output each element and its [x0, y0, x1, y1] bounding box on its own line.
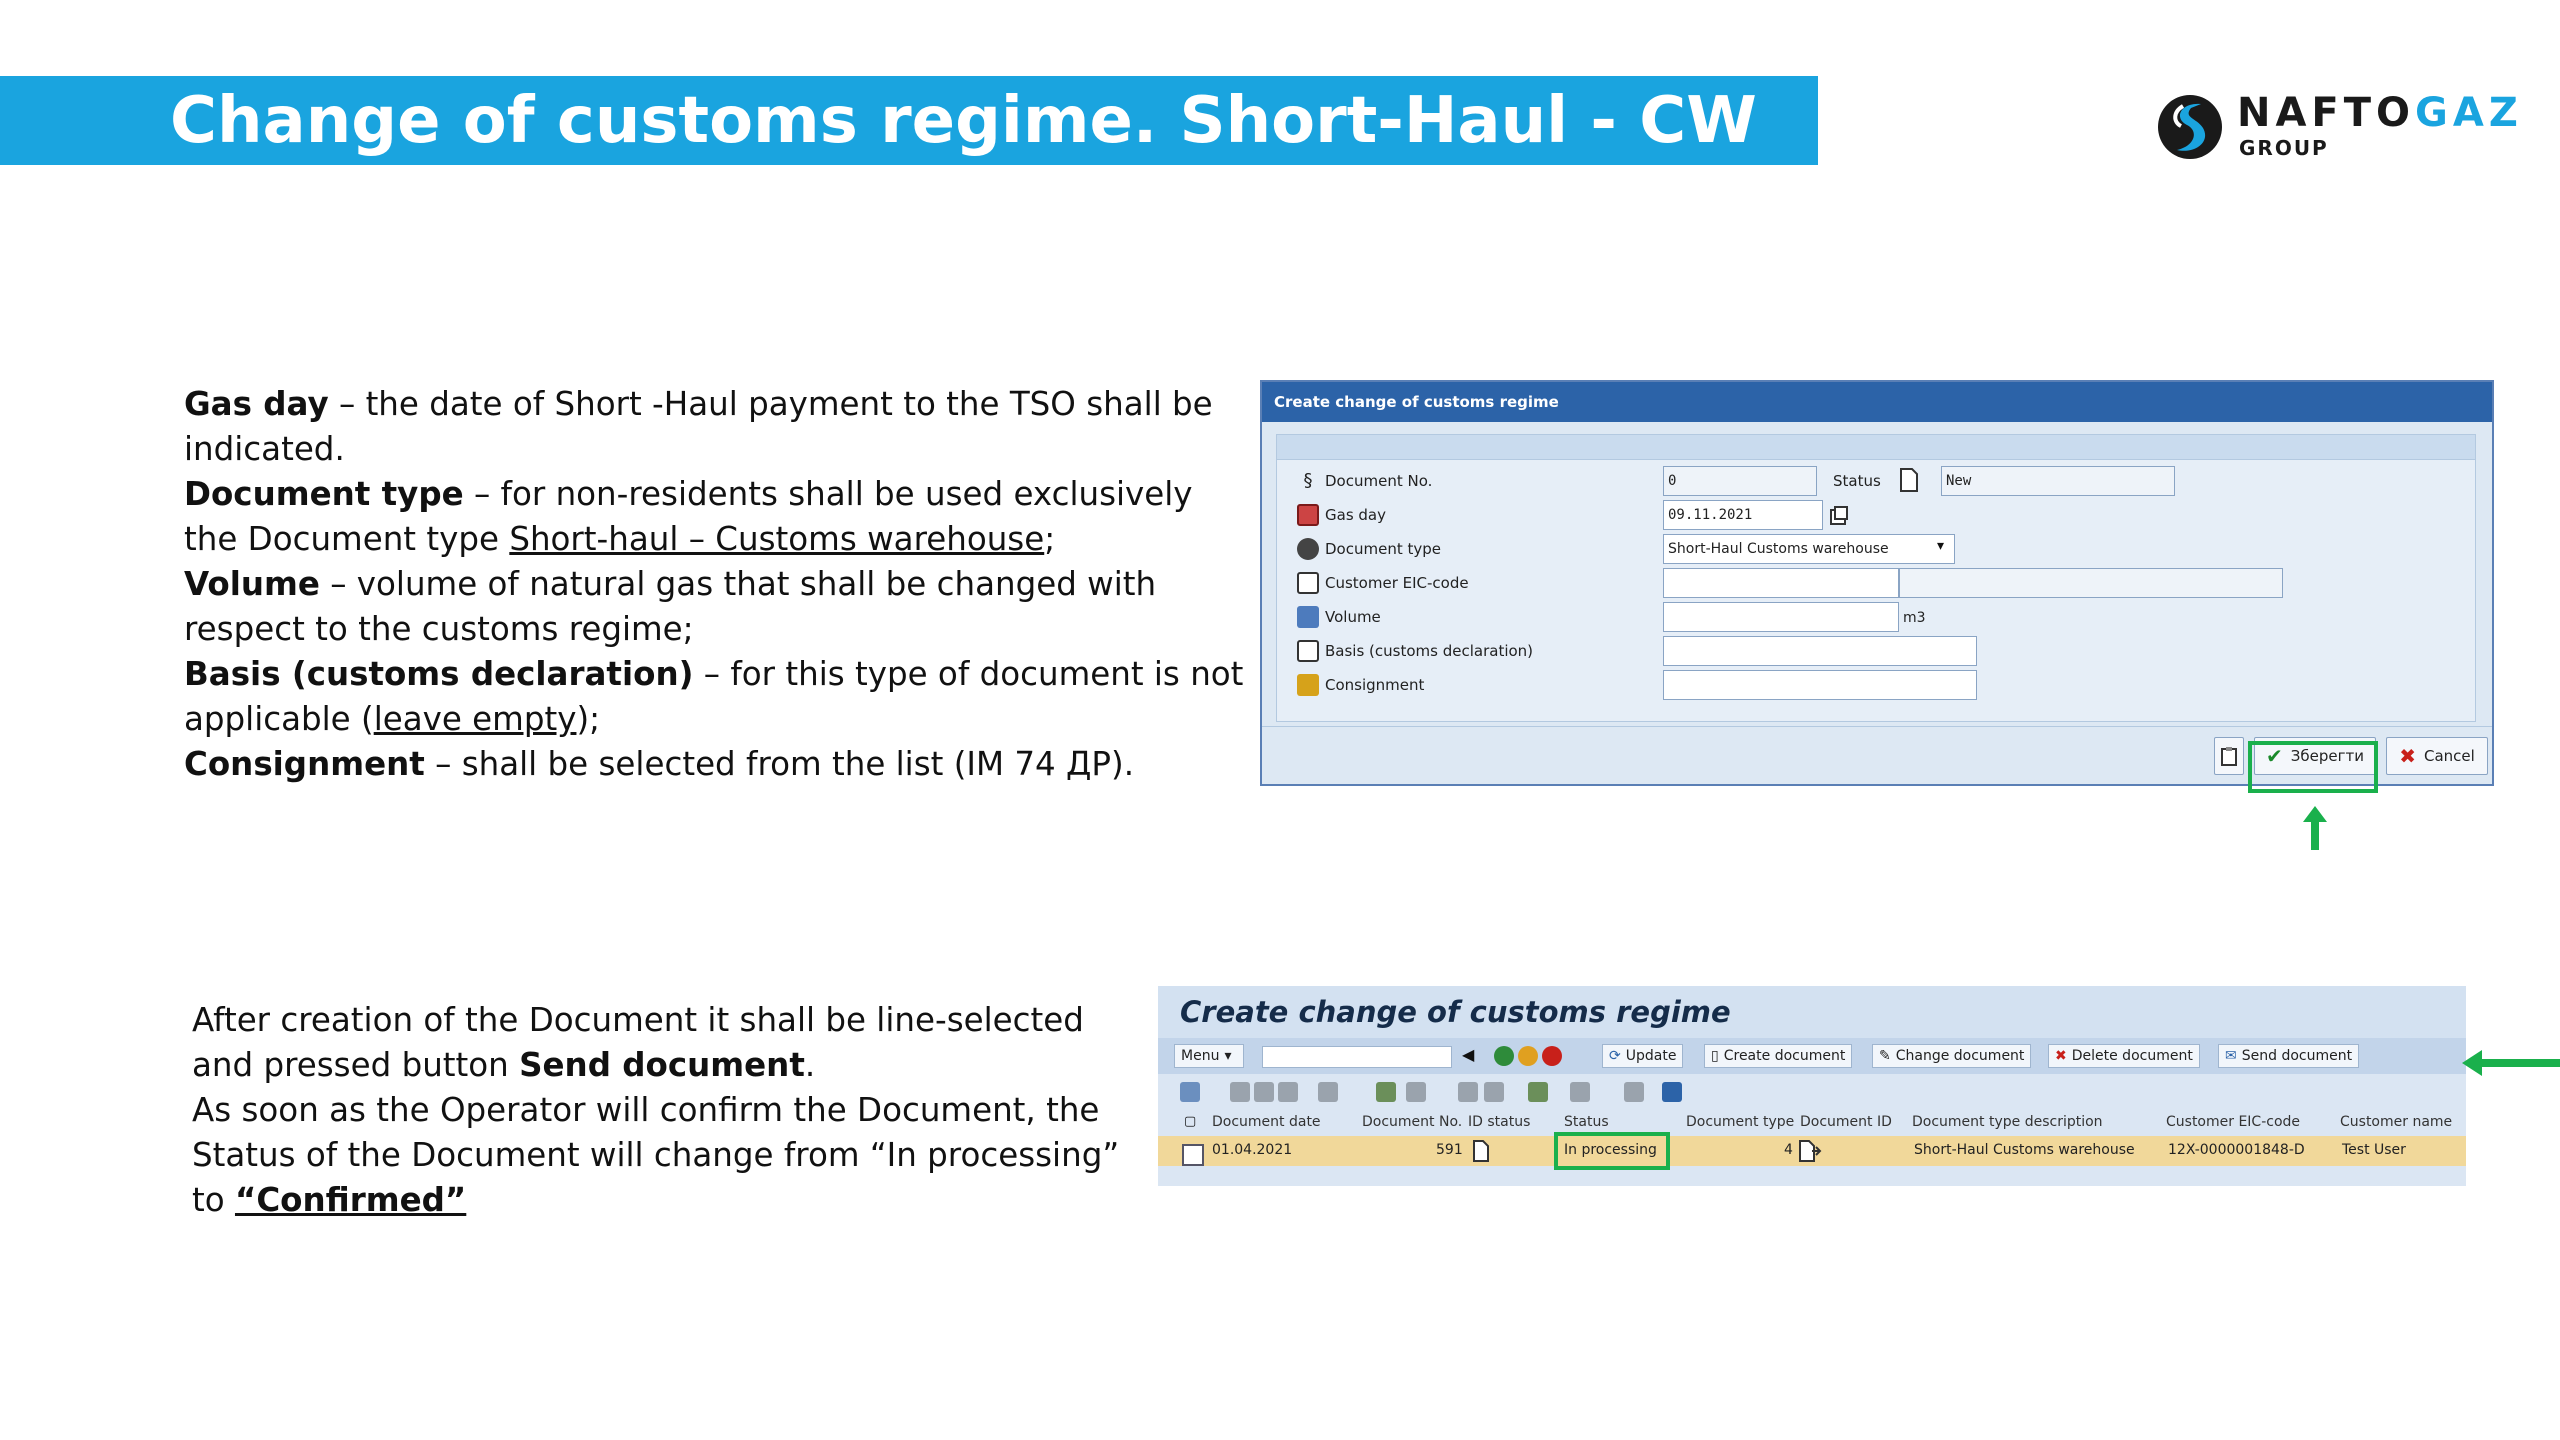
col-document-type-description[interactable]: Document type description: [1912, 1114, 2103, 1130]
calendar-picker-icon[interactable]: [1829, 506, 1849, 526]
dialog-header-strip: [1276, 434, 2476, 460]
create-dialog: [1260, 380, 2494, 786]
col-customer-eic[interactable]: Customer EIC-code: [2166, 1114, 2301, 1130]
chevron-down-icon[interactable]: ▾: [1937, 538, 1945, 554]
subtotal-icon[interactable]: [1406, 1082, 1426, 1102]
cube-icon: [1297, 606, 1319, 628]
delete-document-button[interactable]: ✖ Delete document: [2048, 1044, 2200, 1068]
cell-document-no: 591: [1436, 1142, 1463, 1158]
cell-document-type-description: Short-Haul Customs warehouse: [1914, 1142, 2135, 1158]
label-gas-day: Gas day: [1325, 506, 1386, 524]
cell-customer-eic: 12X-0000001848-D: [2168, 1142, 2305, 1158]
cancel-button[interactable]: ✖ Cancel: [2386, 737, 2488, 775]
status-field[interactable]: New: [1941, 466, 2175, 496]
document-arrow-icon[interactable]: [1798, 1140, 1822, 1162]
logo-wordmark: NAFTOGAZ: [2237, 90, 2523, 136]
consignment-field[interactable]: [1663, 670, 1977, 700]
sap-window-title: Create change of customs regime: [1158, 986, 2466, 1038]
print-icon[interactable]: [1458, 1082, 1478, 1102]
clipboard-icon: [2220, 746, 2238, 766]
sort-desc-icon[interactable]: [1254, 1082, 1274, 1102]
row-basis: [1297, 636, 1533, 666]
document-icon: [1899, 468, 1919, 492]
col-document-type[interactable]: Document type: [1686, 1114, 1795, 1130]
find-icon[interactable]: [1278, 1082, 1298, 1102]
customer-icon: [1297, 572, 1319, 594]
label-customer-eic: Customer EIC-code: [1325, 574, 1469, 592]
label-doc-type: Document type: [1325, 540, 1441, 558]
details-icon[interactable]: [1180, 1082, 1200, 1102]
row-consignment: [1297, 670, 1424, 700]
basis-field[interactable]: [1663, 636, 1977, 666]
sap-toolbar: [1158, 1038, 2466, 1074]
row-doc-no: [1297, 466, 1432, 496]
checkmark-icon: ✔: [2266, 744, 2283, 768]
save-button[interactable]: ✔ Зберегти: [2254, 737, 2376, 775]
row-doc-type: [1297, 534, 1441, 564]
refresh-icon: ⟳: [1609, 1048, 1621, 1064]
menu-button[interactable]: Menu ▾: [1174, 1044, 1244, 1068]
label-basis: Basis (customs declaration): [1325, 642, 1534, 660]
sap-alv-toolbar: [1158, 1078, 2466, 1106]
cell-status: In processing: [1564, 1142, 1657, 1158]
row-gas-day: [1297, 500, 1386, 530]
label-status: Status: [1833, 472, 1881, 490]
label-consignment: Consignment: [1325, 676, 1425, 694]
col-document-date[interactable]: Document date: [1212, 1114, 1321, 1130]
info-icon[interactable]: [1662, 1082, 1682, 1102]
logo-subtitle: GROUP: [2239, 136, 2329, 160]
sum-icon[interactable]: [1376, 1082, 1396, 1102]
label-volume: Volume: [1325, 608, 1381, 626]
arrow-up-icon: [2303, 806, 2327, 850]
change-document-button[interactable]: ✎ Change document: [1872, 1044, 2031, 1068]
save-highlight-box: [2248, 741, 2378, 793]
sort-asc-icon[interactable]: [1230, 1082, 1250, 1102]
declaration-icon: [1297, 640, 1319, 662]
col-id-status[interactable]: ID status: [1468, 1114, 1531, 1130]
select-all-icon[interactable]: ▢: [1184, 1114, 1197, 1129]
columns-icon[interactable]: [1624, 1082, 1644, 1102]
cancel-icon[interactable]: [1542, 1046, 1562, 1066]
col-status[interactable]: Status: [1564, 1114, 1609, 1130]
sap-list-window: [1158, 986, 2466, 1186]
doc-no-field[interactable]: 0: [1663, 466, 1817, 496]
col-customer-name[interactable]: Customer name: [2340, 1114, 2453, 1130]
consignment-icon: [1297, 674, 1319, 696]
send-instructions: After creation of the Document it shall be line-selected and pressed button Send document. As soon as the Operator will confirm the Document, the Status of the Document will change from “In processing” to “Confirmed”: [192, 1001, 1120, 1219]
update-button[interactable]: ⟳ Update: [1602, 1044, 1683, 1068]
send-icon: ✉: [2225, 1048, 2237, 1064]
volume-unit: m3: [1903, 610, 1926, 626]
view-icon[interactable]: [1484, 1082, 1504, 1102]
doc-type-select[interactable]: Short-Haul Customs warehouse: [1663, 534, 1955, 564]
command-field[interactable]: [1262, 1046, 1452, 1068]
volume-field[interactable]: [1663, 602, 1899, 632]
arrow-left-icon: [2462, 1050, 2560, 1076]
clipboard-button[interactable]: [2214, 737, 2244, 775]
cell-customer-name: Test User: [2342, 1142, 2406, 1158]
document-icon[interactable]: [1472, 1140, 1490, 1162]
field-instructions: Gas day – the date of Short -Haul payment to the TSO shall be indicated. Document type – for non-residents shall be used exclusively the Document type Short-haul – Customs warehouse; Volume – volume of natural gas that shall be changed with respect to the customs regime; Basis (customs declaration) – for this type of document is not applicable (leave empty); Consignment – shall be selected from the list (IM 74 ДР).: [184, 385, 1244, 783]
col-document-id[interactable]: Document ID: [1800, 1114, 1892, 1130]
dialog-form: [1276, 460, 2476, 722]
customer-eic-field[interactable]: [1663, 568, 1899, 598]
status-highlight-box: [1554, 1132, 1670, 1170]
cell-document-date: 01.04.2021: [1212, 1142, 1293, 1158]
send-document-button[interactable]: ✉ Send document: [2218, 1044, 2359, 1068]
exit-icon[interactable]: [1518, 1046, 1538, 1066]
filter-icon[interactable]: [1318, 1082, 1338, 1102]
row-customer-eic: [1297, 568, 1469, 598]
row-volume: [1297, 602, 1381, 632]
gear-icon: [1297, 538, 1319, 560]
customer-name-field: [1899, 568, 2283, 598]
label-doc-no: Document No.: [1325, 472, 1433, 490]
pencil-icon: ✎: [1879, 1048, 1891, 1064]
slide-title: Change of customs regime. Short-Haul - CW: [170, 84, 1757, 158]
new-document-icon: ▯: [1711, 1048, 1719, 1064]
dialog-title: Create change of customs regime: [1262, 382, 2492, 422]
naftogaz-logo-mark-icon: [2155, 92, 2225, 162]
enter-icon[interactable]: [1494, 1046, 1514, 1066]
back-arrow-icon[interactable]: ◀: [1462, 1045, 1475, 1064]
export-icon[interactable]: [1528, 1082, 1548, 1102]
col-document-no[interactable]: Document No.: [1362, 1114, 1463, 1130]
row-select-checkbox[interactable]: [1182, 1144, 1204, 1166]
close-icon: ✖: [2399, 744, 2416, 768]
layout-icon[interactable]: [1570, 1082, 1590, 1102]
section-icon: §: [1303, 470, 1313, 491]
cell-document-id: 4: [1784, 1142, 1793, 1158]
calendar-icon: [1297, 504, 1319, 526]
naftogaz-logo: [2155, 86, 2523, 166]
gas-day-field[interactable]: 09.11.2021: [1663, 500, 1823, 530]
create-document-button[interactable]: ▯ Create document: [1704, 1044, 1852, 1068]
delete-icon: ✖: [2055, 1048, 2067, 1064]
